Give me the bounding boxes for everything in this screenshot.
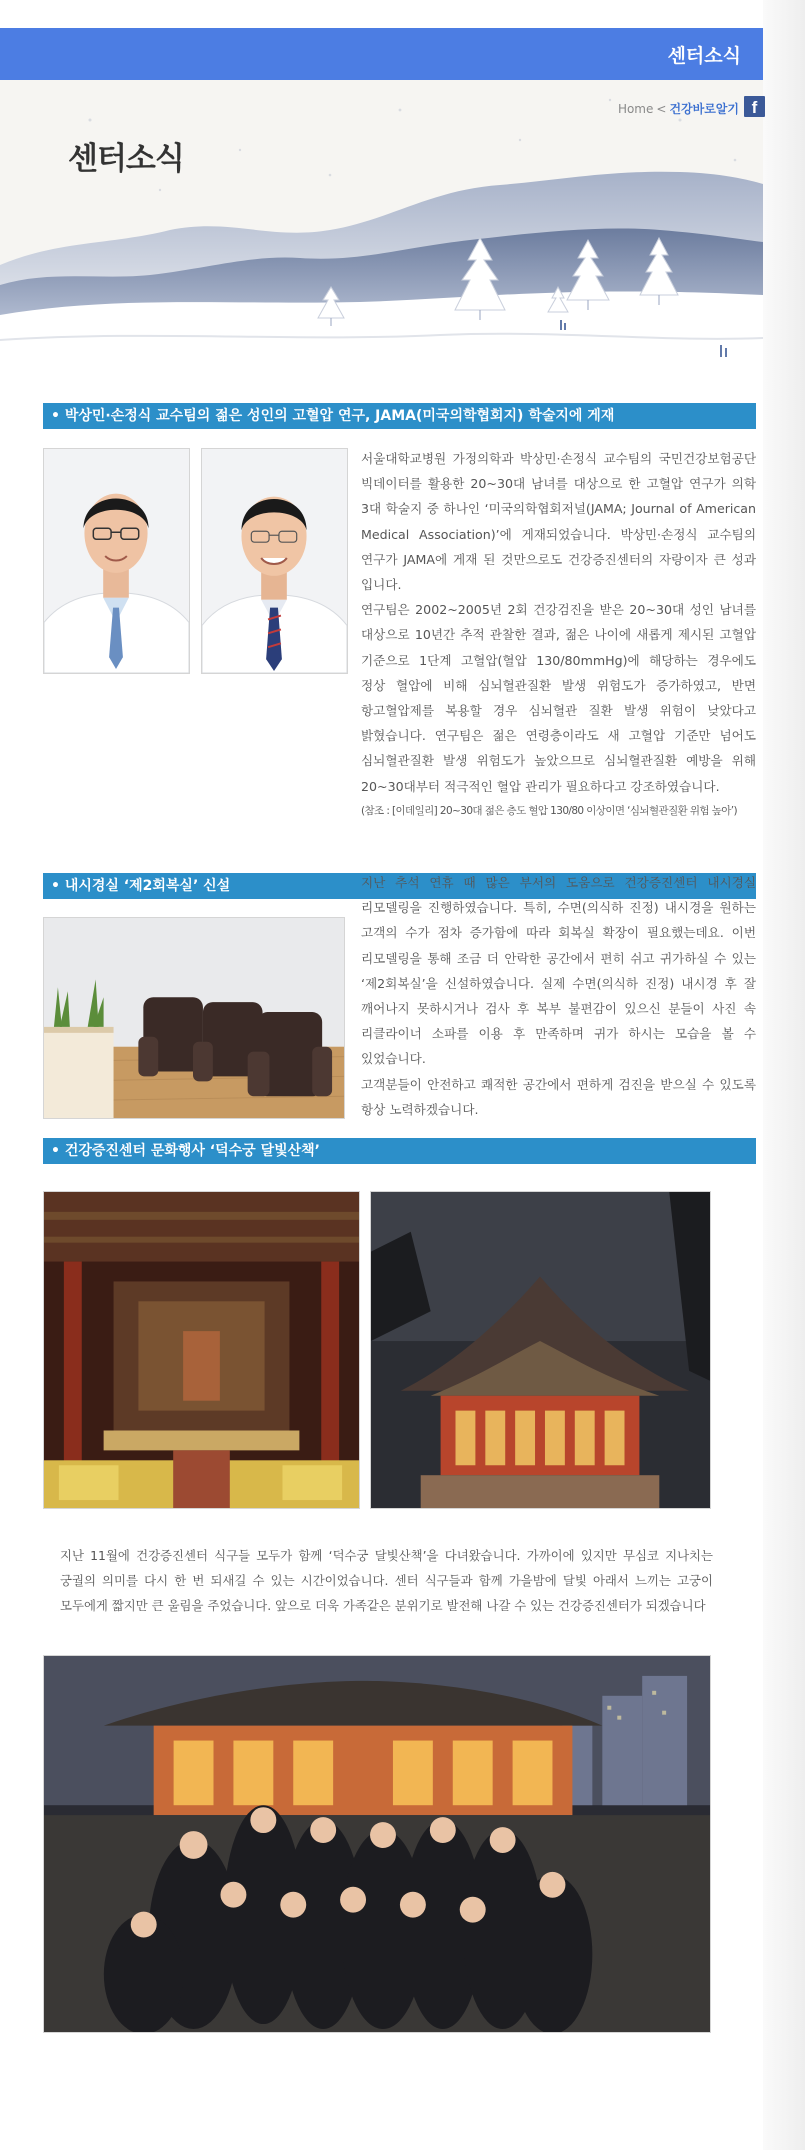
palace-at-night-image bbox=[371, 1192, 710, 1508]
paragraph: 고객분들이 안전하고 쾌적한 공간에서 편하게 검진을 받으실 수 있도록 항상 노력하겠습니다. bbox=[361, 1076, 756, 1117]
breadcrumb-separator: < bbox=[656, 102, 667, 116]
breadcrumb-home-link[interactable]: Home bbox=[617, 102, 654, 116]
reference-note: (참조 : [이데일리] 20~30대 젊은 층도 혈압 130/80 이상이면 ‘심뇌혈관질환 위험 높아’) bbox=[361, 804, 738, 817]
page-title: 센터소식 bbox=[68, 141, 184, 177]
professor-photo-1 bbox=[43, 448, 190, 674]
page-side-shadow bbox=[763, 0, 805, 2150]
palace-night-photo-1 bbox=[370, 1191, 711, 1509]
paragraph: 지난 11월에 건강증진센터 식구들 모두가 함께 ‘덕수궁 달빛산책’을 다녀왔습니다. 가까이에 있지만 무심코 지나치는 궁궐의 의미를 다시 한 번 되새길 수 있는 시간이었습니다. 센터 식구들과 함께 가을밤에 달빛 아래서 느끼는 고궁이 모두에게 짧지만 큰 울림을 주었습니다. 앞으로 더욱 가족같은 분위기로 발전해 나갈 수 있는 건강증진센터가 되겠습니다 bbox=[60, 1548, 713, 1614]
paragraph: 서울대학교병원 가정의학과 박상민·손정식 교수팀의 국민건강보험공단 빅데이터를 활용한 20~30대 남녀를 대상으로 한 고혈압 연구가 의학 3대 학술지 중 하나인 ‘미국의학협회저널(JAMA; Journal of American Medical Association)’에 게재되었습니다. 박상민·손정식 교수팀의 연구가 JAMA에 게재 된 것만으로도 건강증진센터의 자랑이자 큰 성과 입니다. bbox=[361, 451, 756, 593]
staff-group-at-palace-image bbox=[44, 1656, 710, 2032]
professor-photo-2 bbox=[201, 448, 348, 674]
throne-hall-image bbox=[44, 1192, 359, 1508]
section-recovery-text bbox=[361, 870, 756, 1122]
header-bar bbox=[0, 28, 763, 80]
section-deoksugung-text bbox=[60, 1543, 713, 1619]
recliner-sofa-image bbox=[44, 918, 344, 1118]
section-title-recovery-room: • 내시경실 ‘제2회복실’ 신설 bbox=[43, 873, 756, 899]
winter-landscape-illustration bbox=[0, 80, 763, 398]
facebook-icon[interactable]: f bbox=[744, 96, 765, 117]
portrait-image bbox=[202, 449, 347, 673]
breadcrumb bbox=[618, 100, 739, 117]
hero-banner bbox=[0, 80, 763, 398]
section-title-deoksugung: • 건강증진센터 문화행사 ‘덕수궁 달빛산책’ bbox=[43, 1138, 756, 1164]
recovery-room-photo bbox=[43, 917, 345, 1119]
paragraph: 지난 추석 연휴 때 많은 부서의 도움으로 건강증진센터 내시경실 리모델링을 진행하였습니다. 특히, 수면(의식하 진정) 내시경을 원하는 고객의 수가 점차 증가함에 따라 회복실 확장이 필요했는데요. 이번 리모델링을 통해 조금 더 안락한 공간에서 편히 쉬고 귀가하실 수 있는 ‘제2회복실’을 신설하였습니다. 실제 수면(의식하 진정) 내시경 후 잘 깨어나지 못하시거나 검사 후 복부 불편감이 있으신 분들이 사진 속 리클라이너 소파를 이용 후 만족하며 귀가 하시는 모습을 볼 수 있었습니다. bbox=[361, 875, 756, 1067]
group-photo bbox=[43, 1655, 711, 2033]
section-jama-text bbox=[361, 446, 756, 824]
section-title-jama: • 박상민·손정식 교수팀의 젊은 성인의 고혈압 연구, JAMA(미국의학협회지) 학술지에 게재 bbox=[43, 403, 756, 429]
palace-throne-photo bbox=[43, 1191, 360, 1509]
paragraph: 연구팀은 2002~2005년 2회 건강검진을 받은 20~30대 성인 남녀를 대상으로 10년간 추적 관찰한 결과, 젊은 나이에 새롭게 제시된 고혈압 기준으로 1단계 고혈압(혈압 130/80mmHg)에 해당하는 경우에도 정상 혈압에 비해 심뇌혈관질환 발생 위험도가 증가하였고, 반면 항고혈압제를 복용할 경우 심뇌혈관 질환 발생 위험이 낮았다고 밝혔습니다. 연구팀은 젊은 연령층이라도 새 고혈압 기준만 넘어도 심뇌혈관질환 발생 위험도가 높았으므로 심뇌혈관질환 예방을 위해 20~30대부터 적극적인 혈압 관리가 필요하다고 강조하였습니다. bbox=[361, 602, 756, 794]
breadcrumb-current[interactable]: 건강바로알기 bbox=[669, 102, 739, 116]
header-title: 센터소식 bbox=[667, 45, 741, 67]
portrait-image bbox=[44, 449, 189, 673]
